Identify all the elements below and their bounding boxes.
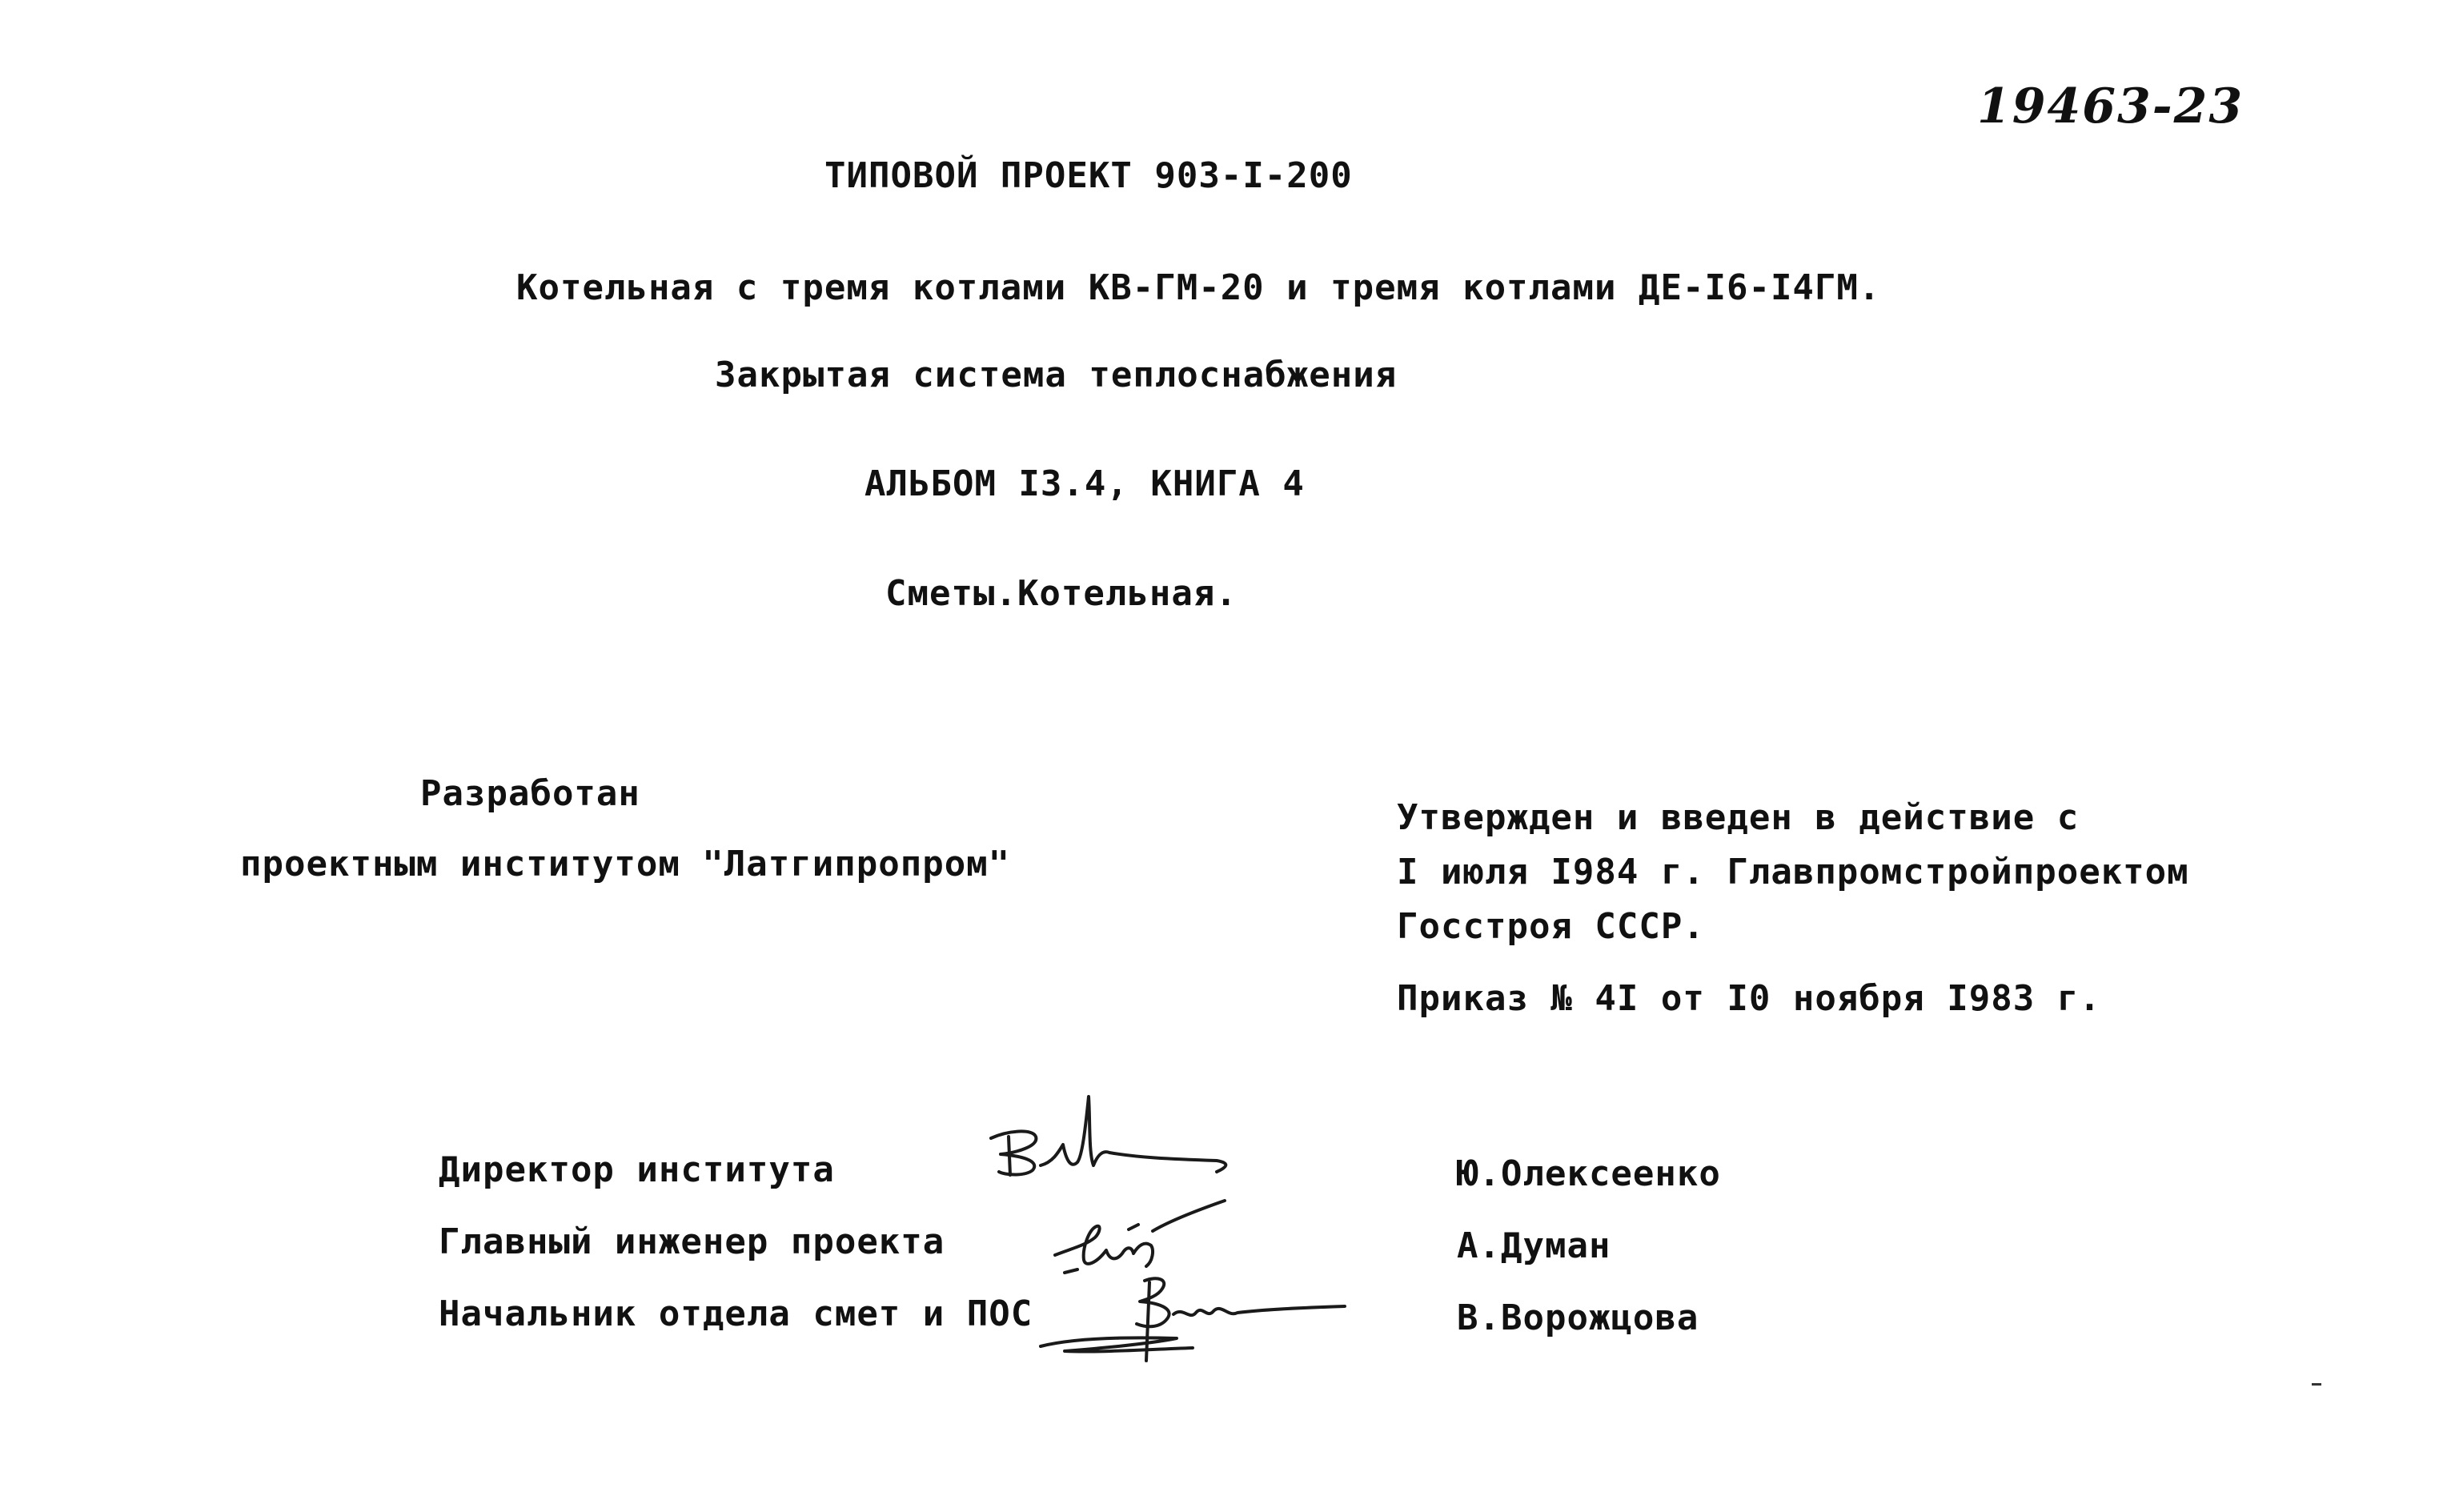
signatory-role: Главный инженер проекта — [439, 1221, 945, 1262]
document-number: 19463-23 — [1977, 78, 2244, 134]
developed-institute: проектным институтом "Латгипропром" — [240, 844, 1011, 884]
director-signature — [977, 1089, 1249, 1193]
heating-system: Закрытая система теплоснабжения — [715, 355, 1398, 395]
signatory-role: Начальник отдела смет и ПОС — [439, 1293, 1033, 1334]
volume-subject: Сметы.Котельная. — [885, 573, 1238, 614]
approved-line-1: Утвержден и введен в действие с — [1397, 797, 2080, 838]
scan-mark — [2312, 1383, 2321, 1386]
department-head-signature — [1025, 1265, 1361, 1377]
album-book: АЛЬБОМ I3.4, КНИГА 4 — [864, 463, 1305, 504]
project-title: ТИПОВОЙ ПРОЕКТ 903-I-200 — [824, 155, 1353, 196]
signatory-name: В.Ворожцова — [1457, 1297, 1699, 1338]
signatory-role: Директор института — [439, 1149, 835, 1190]
approved-line-3: Госстроя СССР. — [1397, 906, 1705, 947]
approved-line-2: I июля I984 г. Главпромстройпроектом — [1397, 852, 2189, 892]
developed-label: Разработан — [420, 773, 640, 814]
signatory-name: А.Думан — [1457, 1225, 1611, 1266]
signatory-name: Ю.Олексеенко — [1457, 1153, 1721, 1194]
approval-order: Приказ № 4I от I0 ноября I983 г. — [1397, 978, 2101, 1019]
project-description: Котельная с тремя котлами КВ-ГМ-20 и тремя котлами ДЕ-I6-I4ГМ. — [516, 267, 1881, 308]
